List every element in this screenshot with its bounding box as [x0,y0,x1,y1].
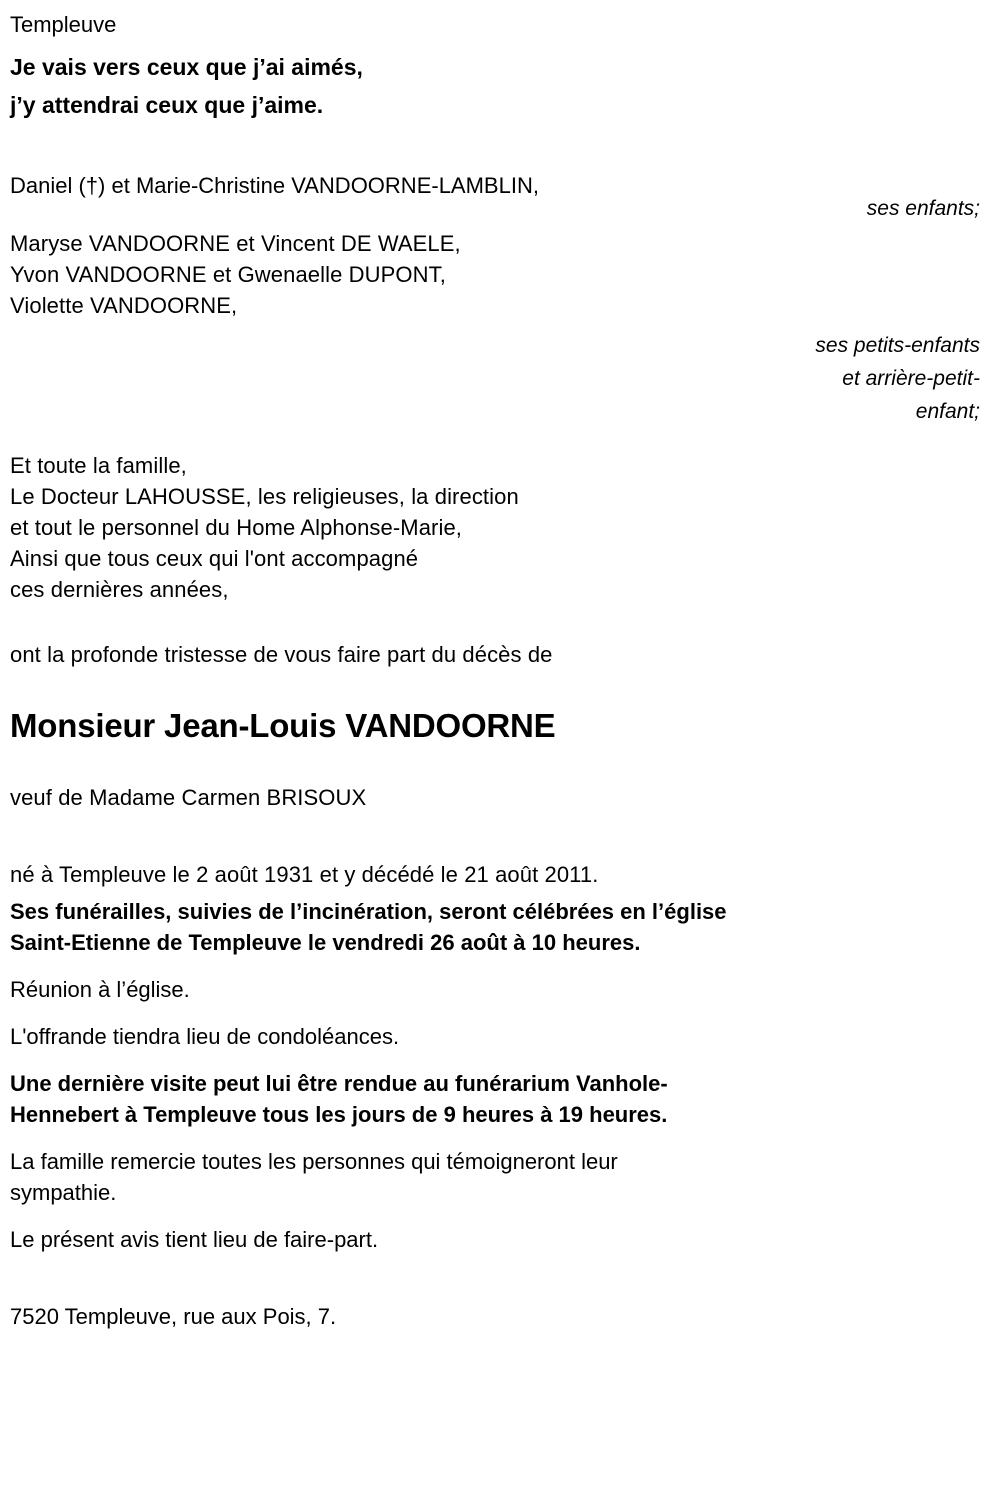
spacer-before-spouse [10,748,990,782]
visiting-details [10,1068,930,1130]
spouse-line: veuf de Madame Carmen BRISOUX [10,785,367,810]
others-line-5: ces dernières années, [10,577,229,602]
spacer-before-others [10,428,990,450]
notice-note-line: Le présent avis tient lieu de faire-part. [10,1227,379,1252]
spacer-after-children [10,206,990,228]
thanks-line-2: sympathie. [10,1180,117,1205]
grandchildren-caption [10,329,990,428]
gathering-line: Réunion à l’église. [10,977,190,1002]
others-line-2: Le Docteur LAHOUSSE, les religieuses, la direction [10,484,519,509]
funeral-line-1: Ses funérailles, suivies de l’incinération, seront célébrées en l’église [10,899,727,924]
grandchildren-caption-line-1: ses petits-enfants [815,334,980,357]
announcement-line: ont la profonde tristesse de vous faire part du décès de [10,642,553,667]
grandchildren-caption-line-3: enfant; [915,400,980,423]
thanks-line-1: La famille remercie toutes les personnes qui témoigneront leur [10,1149,618,1174]
others-line-3: et tout le personnel du Home Alphonse-Marie, [10,515,462,540]
funeral-details [10,896,930,958]
offering-line: L'offrande tiendra lieu de condoléances. [10,1024,400,1049]
spacer-before-address [10,1255,990,1301]
grandchild-name-2: Yvon VANDOORNE et Gwenaelle DUPONT, [10,262,446,287]
deceased-name: Monsieur Jean-Louis VANDOORNE [10,707,556,744]
others-line-4: Ainsi que tous ceux qui l'ont accompagné [10,546,419,571]
children-caption: ses enfants; [866,197,980,220]
grandchild-name-3: Violette VANDOORNE, [10,293,238,318]
spacer-before-dates [10,813,990,859]
spacer-before-name [10,670,990,704]
birth-death-line: né à Templeuve le 2 août 1931 et y décédé le 21 août 2011. [10,862,599,887]
grandchild-name-1: Maryse VANDOORNE et Vincent DE WAELE, [10,231,461,256]
thanks-paragraph [10,1146,930,1208]
children-block [10,170,990,220]
epitaph-line-2: j’y attendrai ceux que j’aime. [10,92,324,118]
address-line: 7520 Templeuve, rue aux Pois, 7. [10,1304,337,1329]
children-names: Daniel (†) et Marie-Christine VANDOORNE-LAMBLIN, [10,173,539,198]
epitaph-line-1: Je vais vers ceux que j’ai aimés, [10,54,363,80]
funeral-line-2: Saint-Etienne de Templeuve le vendredi 26 août à 10 heures. [10,930,641,955]
spacer-before-announcement [10,605,990,639]
visiting-line-2: Hennebert à Templeuve tous les jours de 9 heures à 19 heures. [10,1102,668,1127]
locality-line: Templeuve [10,12,117,37]
spacer-after-epitaph [10,124,990,170]
visiting-line-1: Une dernière visite peut lui être rendue au funérarium Vanhole- [10,1071,668,1096]
grandchildren-caption-line-2: et arrière-petit- [842,367,980,390]
others-line-1: Et toute la famille, [10,453,187,478]
